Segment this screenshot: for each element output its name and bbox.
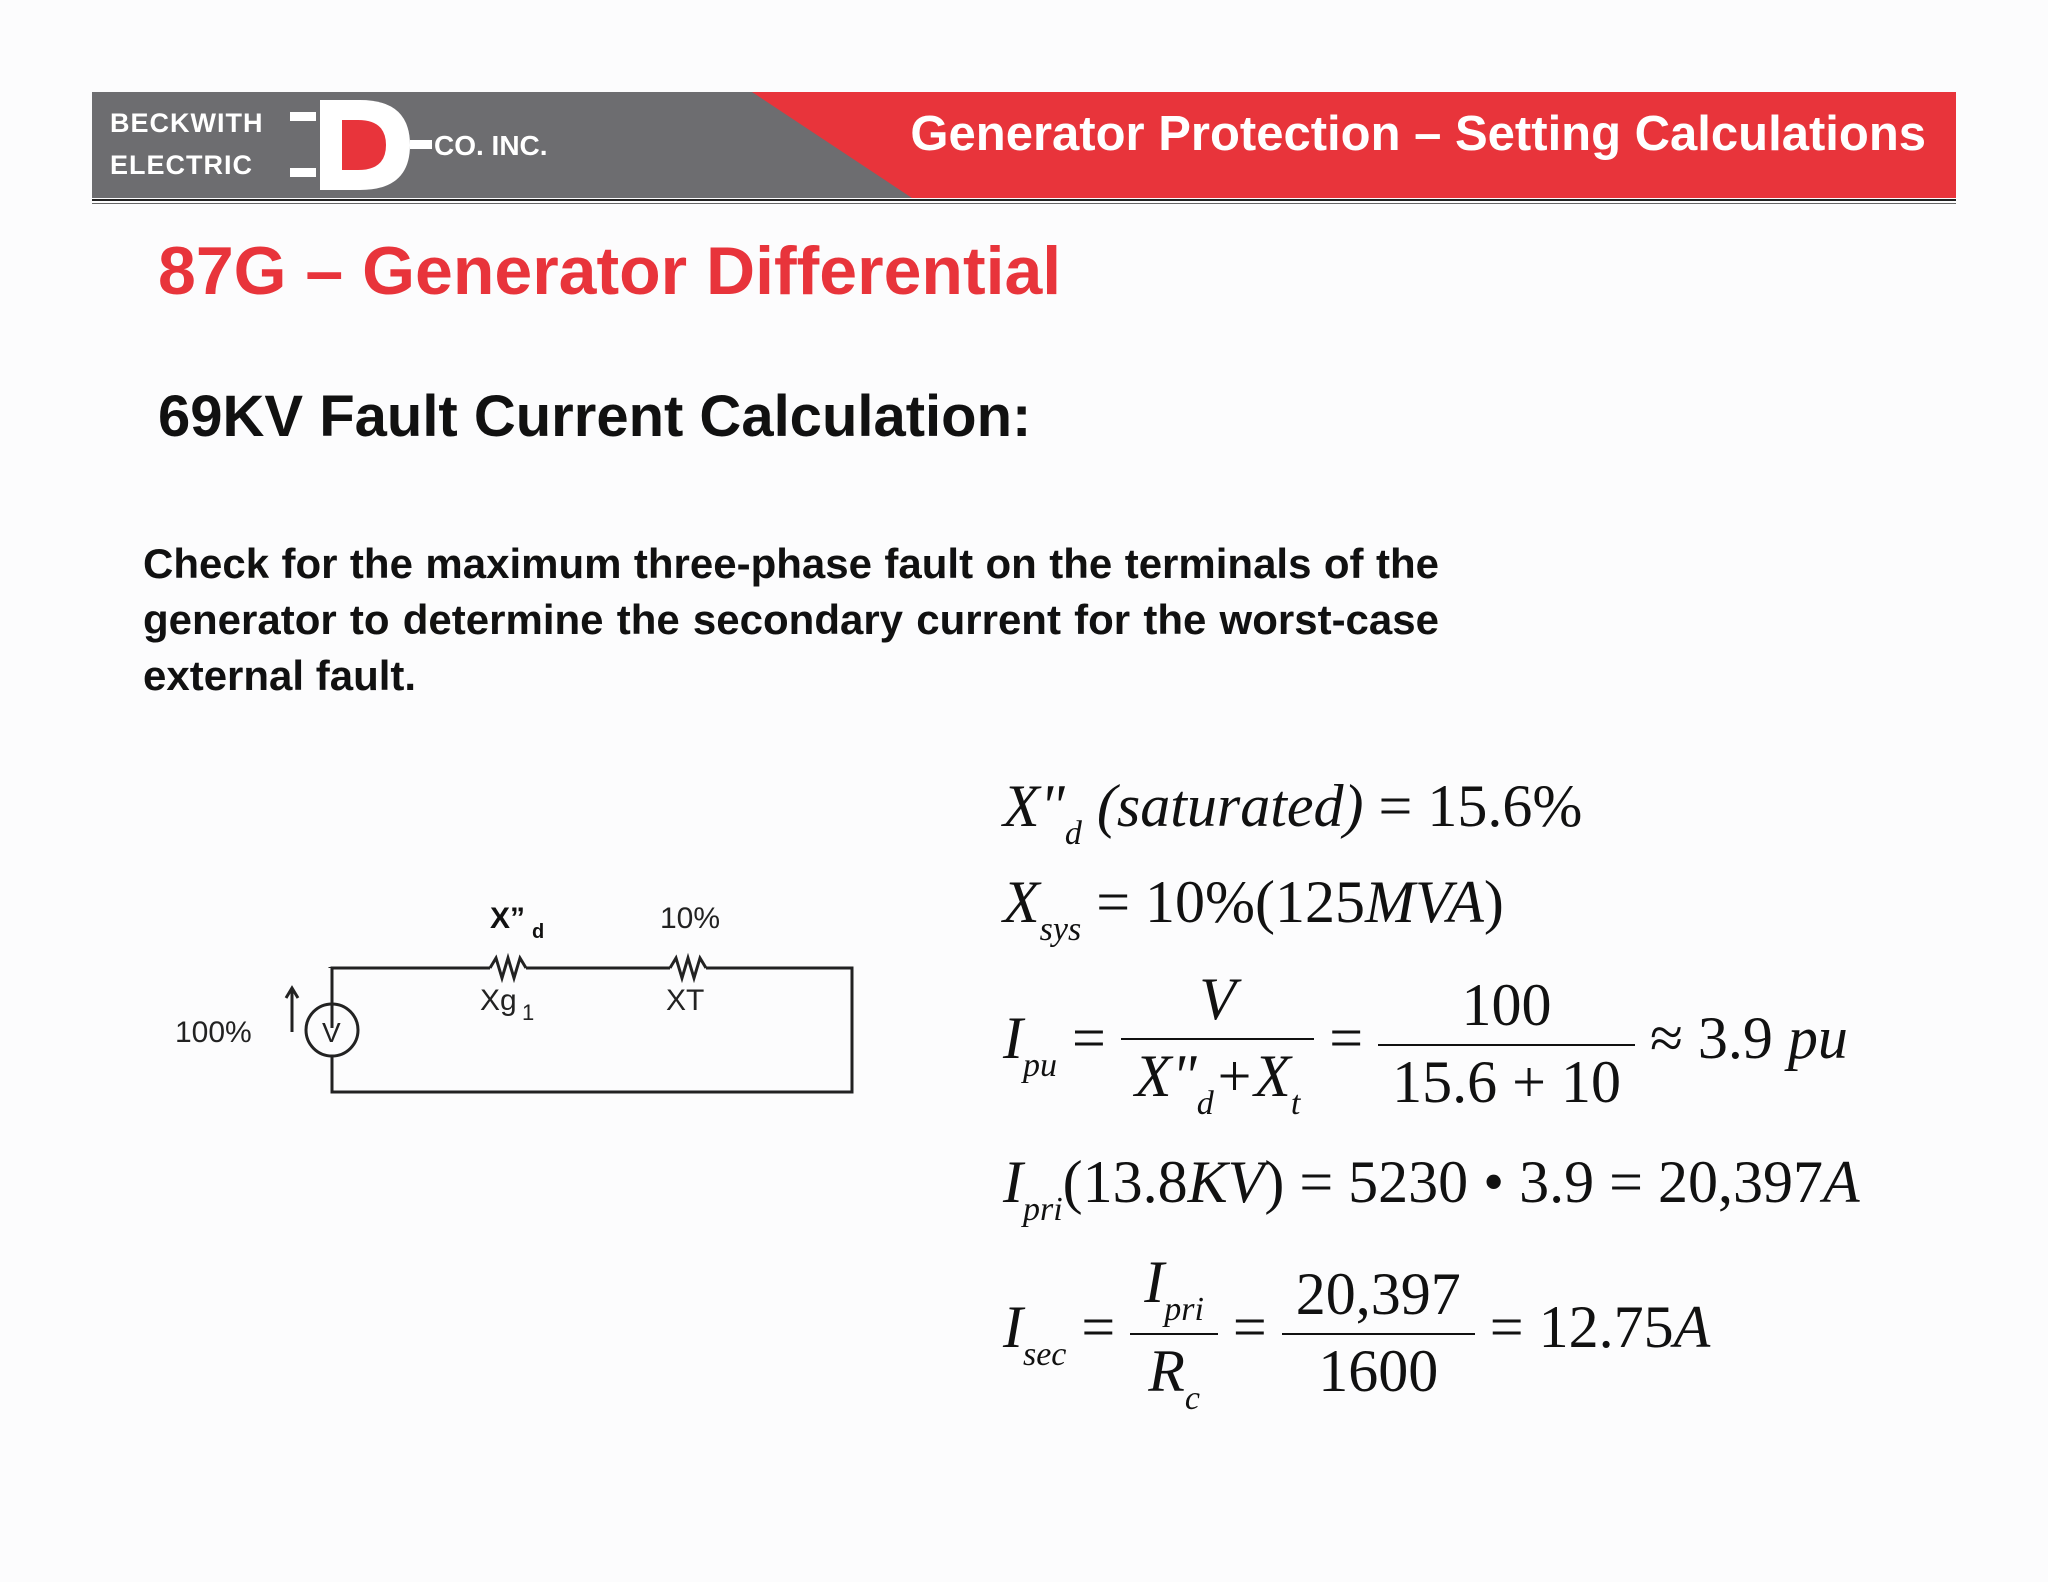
eq5-fraction-2 [1282, 1260, 1475, 1406]
x1-label: X” [490, 902, 526, 935]
equation-ipu [1003, 965, 1848, 1123]
eq4-paren-unit: KV [1187, 1149, 1265, 1215]
eq3-equals-2: = [1329, 1004, 1364, 1071]
body-paragraph: Check for the maximum three-phase fault on the terminals of the generator to determine the secondary current for the worst-case external fault. [143, 540, 1439, 699]
eq3-f1-den-a-sub: d [1196, 1085, 1214, 1122]
eq3-f2-den: 15.6 + 10 [1392, 1049, 1621, 1115]
eq4-paren-a: (13.8 [1062, 1149, 1188, 1215]
eq3-f1-den-a: X" [1134, 1043, 1197, 1109]
eq2-rhs: = 10%(125 [1096, 869, 1366, 935]
source-symbol: V [322, 1017, 341, 1048]
eq5-f1-den-sub: c [1184, 1380, 1200, 1417]
equation-isec [1003, 1248, 1710, 1418]
slide-title: 87G – Generator Differential [158, 233, 1062, 309]
eq3-fraction-2 [1378, 971, 1635, 1117]
eq5-lhs-sub: sec [1022, 1335, 1067, 1373]
eq3-unit: pu [1787, 1004, 1848, 1071]
eq3-fraction-1 [1121, 965, 1314, 1123]
eq1-lhs-sub: d [1064, 815, 1082, 852]
eq4-unit: A [1823, 1149, 1860, 1215]
eq4-lhs-sub: pri [1022, 1191, 1063, 1228]
eq5-fraction-1 [1130, 1248, 1218, 1418]
logo-line2: ELECTRIC [110, 150, 253, 180]
x2-label: 10% [660, 902, 721, 935]
slide-subtitle: 69KV Fault Current Calculation: [158, 384, 1032, 449]
eq3-f1-den-b-sub: t [1290, 1085, 1301, 1122]
eq3-approx: ≈ 3.9 [1649, 1004, 1773, 1071]
eq5-unit: A [1673, 1293, 1711, 1360]
eq3-f1-num: V [1199, 966, 1236, 1032]
eq4-paren-b: ) [1264, 1149, 1285, 1215]
eq3-lhs-sub: pu [1022, 1046, 1057, 1084]
logo-co: CO. INC. [434, 130, 548, 161]
eq5-lhs: I [1003, 1293, 1023, 1360]
wire-right [332, 968, 852, 1092]
eq1-paren: (saturated) [1096, 773, 1364, 839]
eq3-f2-num: 100 [1378, 971, 1635, 1046]
eq4-rhs: = 5230 • 3.9 = 20,397 [1299, 1149, 1823, 1215]
x1-sub: d [532, 921, 545, 943]
eq5-rhs: = 12.75 [1489, 1293, 1674, 1360]
eq3-f1-den-b: +X [1213, 1043, 1291, 1109]
equation-xd [1003, 772, 1582, 853]
eq5-equals-2: = [1232, 1293, 1267, 1360]
eq5-f1-den: R [1148, 1338, 1185, 1404]
eq4-lhs: I [1003, 1149, 1023, 1215]
eq3-equals-1: = [1071, 1004, 1106, 1071]
eq1-lhs: X" [1003, 773, 1065, 839]
x2-name: XT [666, 984, 705, 1017]
header-title: Generator Protection – Setting Calculations [910, 107, 1926, 161]
equation-ipri [1003, 1148, 1860, 1229]
eq1-rhs: = 15.6% [1378, 773, 1583, 839]
eq5-f1-num: I [1144, 1249, 1165, 1315]
source-label: 100% [175, 1016, 252, 1049]
eq2-rhs-end: ) [1483, 869, 1504, 935]
eq5-f1-num-sub: pri [1164, 1291, 1204, 1328]
x1-name: Xg [480, 984, 517, 1017]
logo-line1: BECKWITH [110, 108, 264, 138]
eq2-lhs-sub: sys [1039, 911, 1082, 948]
equation-xsys [1003, 868, 1504, 949]
eq3-lhs: I [1003, 1004, 1023, 1071]
eq5-equals-1: = [1081, 1293, 1116, 1360]
circuit-diagram [160, 880, 880, 1120]
header-rule [92, 199, 1956, 201]
eq5-f2-num: 20,397 [1282, 1260, 1475, 1335]
x1-name-sub: 1 [522, 1000, 535, 1025]
resistor-xt [670, 958, 706, 978]
eq5-f2-den: 1600 [1318, 1338, 1439, 1404]
eq2-rhs-unit: MVA [1365, 869, 1484, 935]
eq2-lhs: X [1003, 869, 1040, 935]
header-rule-thin [92, 203, 1956, 204]
resistor-xg1 [490, 958, 526, 978]
header-banner [92, 92, 1956, 198]
